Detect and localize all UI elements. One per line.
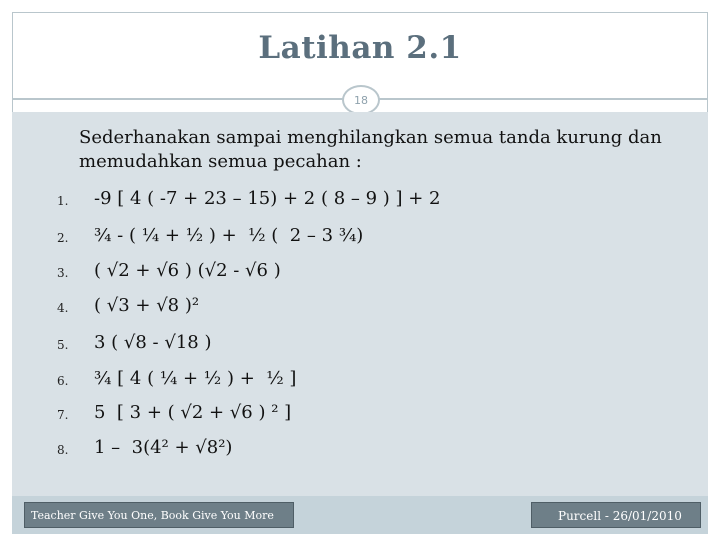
- problem-expression: ( √3 + √8 )²: [94, 295, 200, 316]
- problem-expression: 1 – 3(4² + √8²): [94, 437, 233, 458]
- problem-number: 3.: [57, 266, 69, 280]
- slide-number-badge: 18: [342, 85, 380, 115]
- problem-number: 8.: [57, 443, 69, 457]
- problem-number: 4.: [57, 301, 69, 315]
- problem-number: 2.: [57, 231, 69, 245]
- problem-expression: ¾ [ 4 ( ¼ + ½ ) + ½ ]: [94, 368, 297, 389]
- problem-number: 5.: [57, 338, 69, 352]
- footer-tagline: Teacher Give You One, Book Give You More: [31, 509, 274, 522]
- problem-expression: 3 ( √8 - √18 ): [94, 332, 212, 353]
- slide-title: Latihan 2.1: [258, 30, 462, 66]
- problem-expression: 5 [ 3 + ( √2 + √6 ) ² ]: [94, 402, 292, 423]
- problem-number: 1.: [57, 194, 69, 208]
- problem-expression: ¾ - ( ¼ + ½ ) + ½ ( 2 – 3 ¾): [94, 225, 364, 246]
- instruction-text: Sederhanakan sampai menghilangkan semua tanda kurung dan memudahkan semua pecahan :: [79, 127, 662, 172]
- problem-number: 7.: [57, 408, 69, 422]
- problem-expression: ( √2 + √6 ) (√2 - √6 ): [94, 260, 281, 281]
- footer-author-date: Purcell - 26/01/2010: [558, 509, 682, 523]
- problem-number: 6.: [57, 374, 69, 388]
- problem-expression: -9 [ 4 ( -7 + 23 – 15) + 2 ( 8 – 9 ) ] + 2: [94, 188, 441, 209]
